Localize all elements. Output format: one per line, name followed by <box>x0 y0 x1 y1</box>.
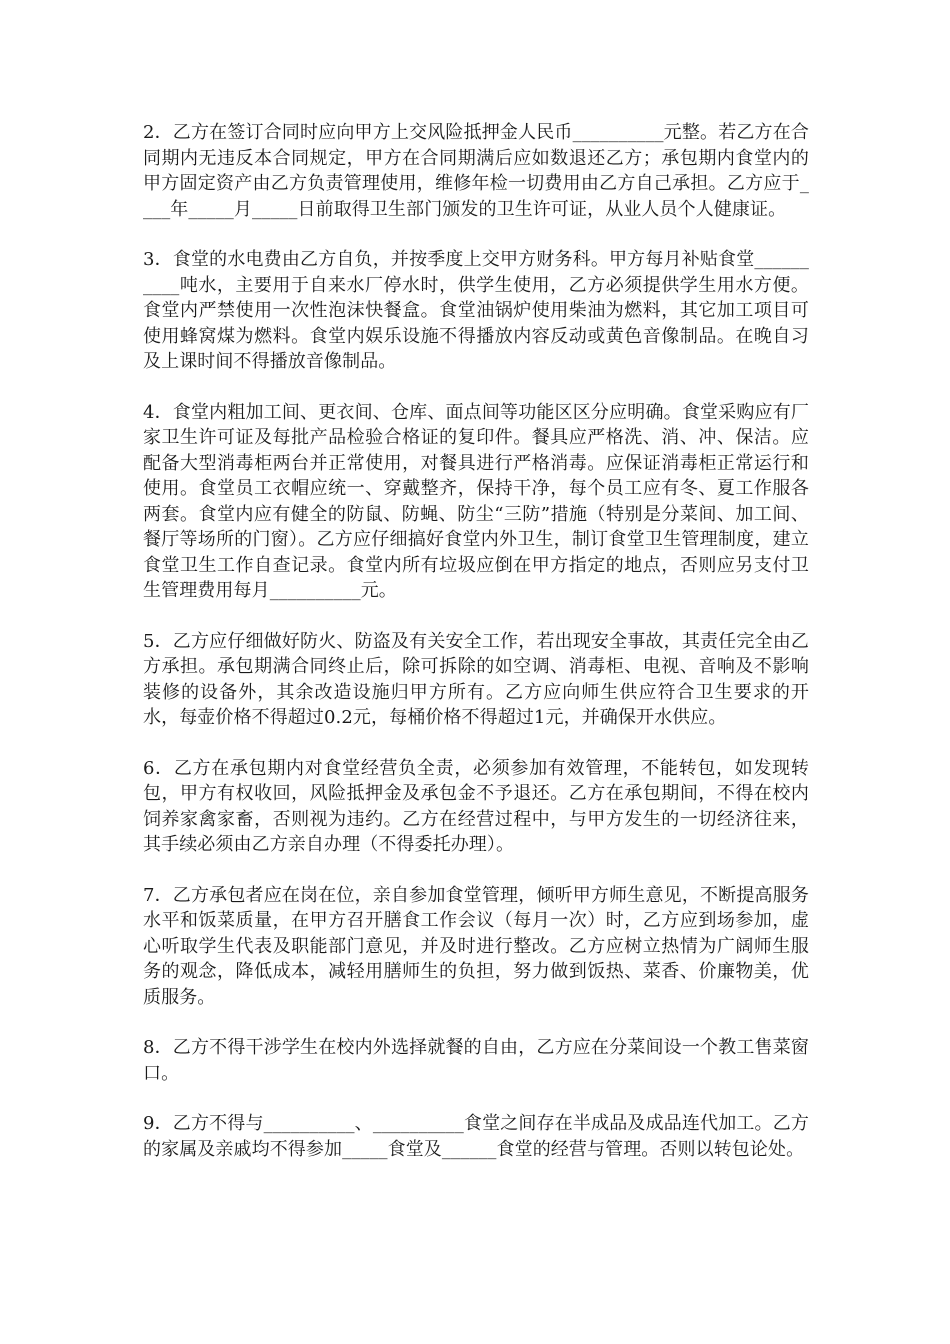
clause-9: 9．乙方不得与__________、__________食堂之间存在半成品及成品连代加工。乙方的家属及亲戚均不得参加_____食堂及______食堂的经营与管理。否则以转包论处。 <box>143 1113 809 1160</box>
clause-6: 6．乙方在承包期内对食堂经营负全责，必须参加有效管理，不能转包，如发现转包，甲方有权收回，风险抵押金及承包金不予退还。乙方在承包期间，不得在校内饲养家禽家畜，否则视为违约。乙方在经营过程中，与甲方发生的一切经济往来，其手续必须由乙方亲自办理（不得委托办理）。 <box>143 757 809 855</box>
document-page <box>143 120 809 1187</box>
clause-2: 2．乙方在签订合同时应向甲方上交风险抵押金人民币__________元整。若乙方在合同期内无违反本合同规定，甲方在合同期满后应如数退还乙方；承包期内食堂内的甲方固定资产由乙方负责管理使用，维修年检一切费用由乙方自己承担。乙方应于____年_____月_____日前取得卫生部门颁发的卫生许可证，从业人员个人健康证。 <box>143 122 809 220</box>
clause-8: 8．乙方不得干涉学生在校内外选择就餐的自由，乙方应在分菜间设一个教工售菜窗口。 <box>143 1037 809 1084</box>
clause-3: 3．食堂的水电费由乙方自负，并按季度上交甲方财务科。甲方每月补贴食堂__________吨水，主要用于自来水厂停水时，供学生使用，乙方必须提供学生用水方便。食堂内严禁使用一次性泡沫快餐盒。食堂油锅炉使用柴油为燃料，其它加工项目可使用蜂窝煤为燃料。食堂内娱乐设施不得播放内容反动或黄色音像制品。在晚自习及上课时间不得播放音像制品。 <box>143 249 809 372</box>
clause-5: 5．乙方应仔细做好防火、防盗及有关安全工作，若出现安全事故，其责任完全由乙方承担。承包期满合同终止后，除可拆除的如空调、消毒柜、电视、音响及不影响装修的设备外，其余改造设施归甲方所有。乙方应向师生供应符合卫生要求的开水，每壶价格不得超过0.2元，每桶价格不得超过1元，并确保开水供应。 <box>143 630 809 728</box>
clause-4: 4．食堂内粗加工间、更衣间、仓库、面点间等功能区区分应明确。食堂采购应有厂家卫生许可证及每批产品检验合格证的复印件。餐具应严格洗、消、冲、保洁。应配备大型消毒柜两台并正常使用，对餐具进行严格消毒。应保证消毒柜正常运行和使用。食堂员工衣帽应统一、穿戴整齐，保持干净，每个员工应有冬、夏工作服各两套。食堂内应有健全的防鼠、防蝇、防尘“三防”措施（特别是分菜间、加工间、餐厅等场所的门窗）。乙方应仔细搞好食堂内外卫生，制订食堂卫生管理制度，建立食堂卫生工作自查记录。食堂内所有垃圾应倒在甲方指定的地点，否则应另支付卫生管理费用每月__________元。 <box>143 401 809 601</box>
clause-7: 7．乙方承包者应在岗在位，亲自参加食堂管理，倾听甲方师生意见，不断提高服务水平和饭菜质量，在甲方召开膳食工作会议（每月一次）时，乙方应到场参加，虚心听取学生代表及职能部门意见，并及时进行整改。乙方应树立热情为广阔师生服务的观念，降低成本，减轻用膳师生的负担，努力做到饭热、菜香、价廉物美，优质服务。 <box>143 884 809 1008</box>
